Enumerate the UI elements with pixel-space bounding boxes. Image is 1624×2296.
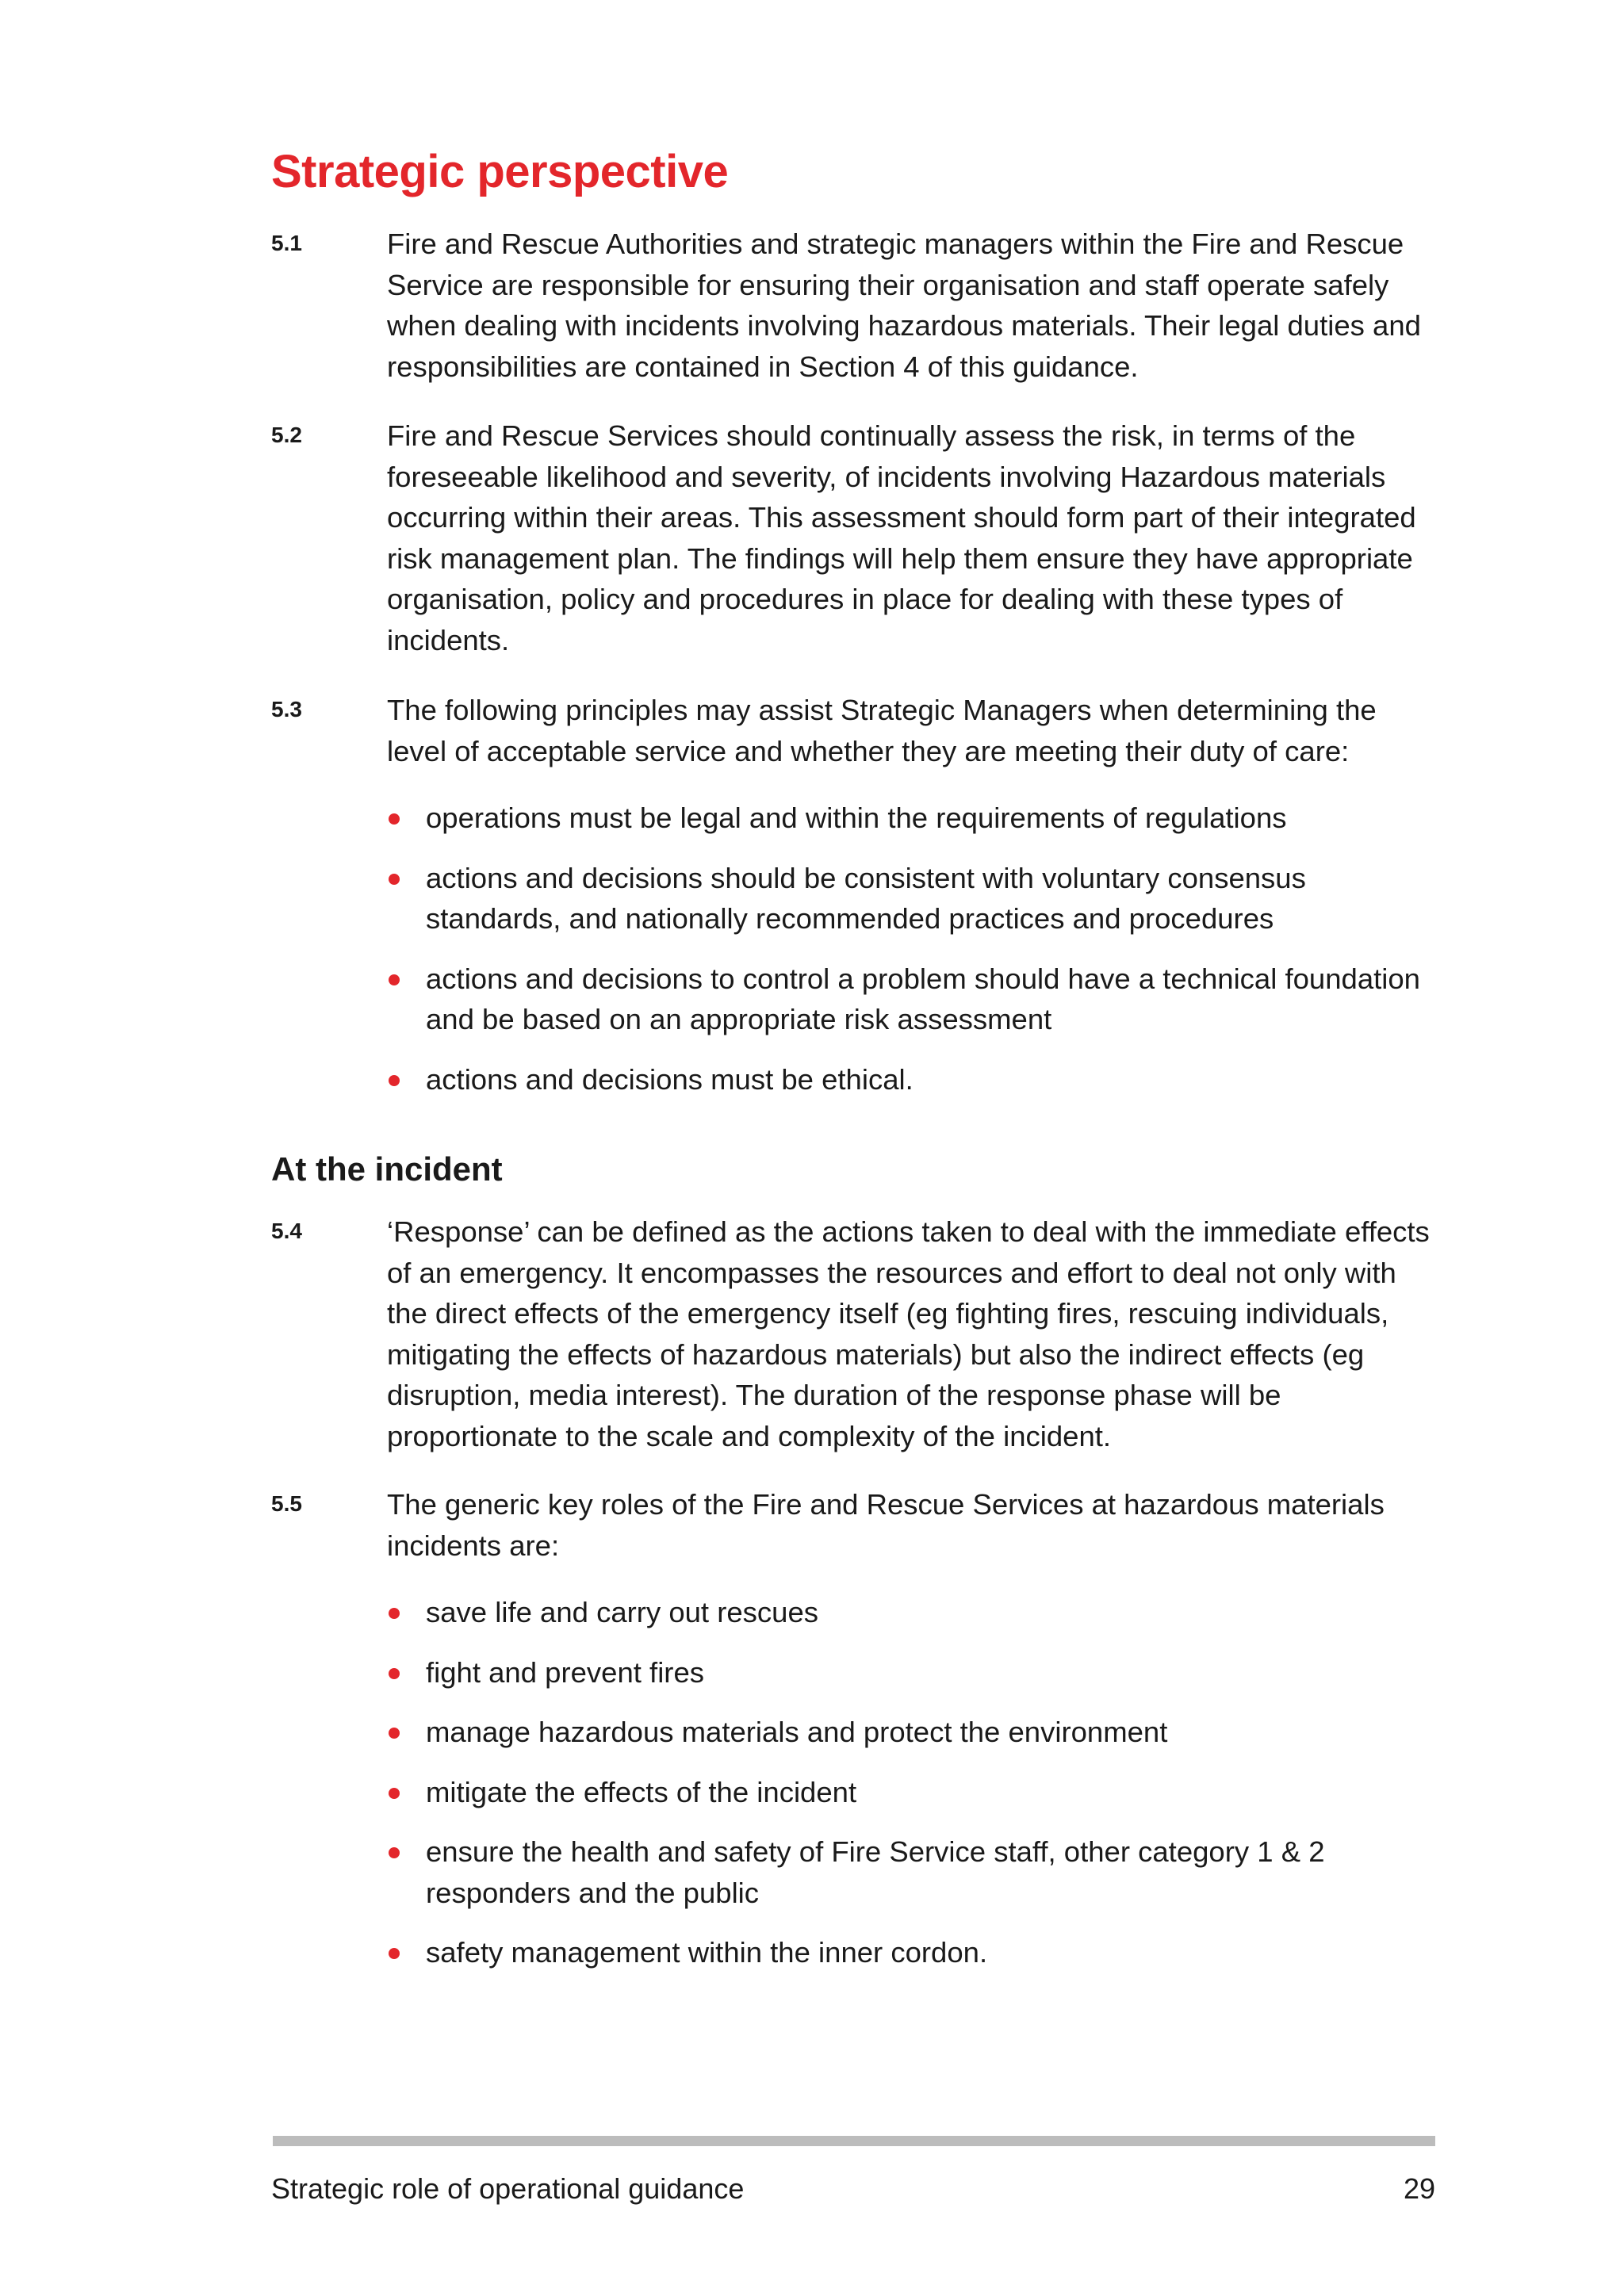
paragraph-number: 5.5 [271, 1491, 302, 1516]
footer-title: Strategic role of operational guidance [271, 2172, 745, 2205]
paragraph-number: 5.2 [271, 423, 302, 447]
paragraph-text: ‘Response’ can be defined as the actions taken to deal with the immediate effects of an emergency. It encompasses the resources and effort to deal not only with the direct effects of the emergency itself (eg fighting fires, rescuing individuals, mitigating the effects of hazardous materials) but also the indirect effects (eg disruption, media interest). The duration of the response phase will be proportionate to the scale and complexity of the incident. [387, 1215, 1430, 1452]
bullet-dot-icon [389, 974, 400, 985]
bullet-dot-icon [389, 1075, 400, 1086]
subheading-at-the-incident: At the incident [271, 1150, 503, 1188]
bullet-dot-icon [389, 874, 400, 885]
list-item: fight and prevent fires [387, 1652, 1437, 1693]
page-number: 29 [1403, 2172, 1435, 2205]
paragraph-number: 5.1 [271, 231, 302, 255]
bullet-dot-icon [389, 813, 400, 825]
bullet-dot-icon [389, 1948, 400, 1959]
paragraph-text: The following principles may assist Strategic Managers when determining the level of acceptable service and whether they are meeting their duty of care: [387, 694, 1377, 767]
list-item: save life and carry out rescues [387, 1592, 1437, 1633]
paragraph-number: 5.3 [271, 697, 302, 721]
list-item: actions and decisions must be ethical. [387, 1059, 1437, 1100]
list-item: safety management within the inner cordon. [387, 1932, 1437, 1973]
key-roles-list [387, 1592, 1437, 1992]
list-item: manage hazardous materials and protect the environment [387, 1712, 1437, 1753]
paragraph-text: Fire and Rescue Authorities and strategic managers within the Fire and Rescue Service are responsible for ensuring their organisation and staff operate safely when dealing with incidents involving hazardous materials. Their legal duties and responsibilities are contained in Section 4 of this guidance. [387, 228, 1421, 383]
footer-divider [273, 2136, 1435, 2146]
bullet-dot-icon [389, 1788, 400, 1799]
list-item: ensure the health and safety of Fire Service staff, other category 1 & 2 responders and the public [387, 1831, 1437, 1913]
bullet-dot-icon [389, 1668, 400, 1679]
paragraph-number: 5.4 [271, 1219, 302, 1243]
bullet-dot-icon [389, 1608, 400, 1619]
list-item: operations must be legal and within the requirements of regulations [387, 798, 1437, 839]
bullet-dot-icon [389, 1728, 400, 1739]
list-item: mitigate the effects of the incident [387, 1772, 1437, 1813]
paragraph-text: Fire and Rescue Services should continually assess the risk, in terms of the foreseeable likelihood and severity, of incidents involving Hazardous materials occurring within their areas. This assessment should form part of their integrated risk management plan. The findings will help them ensure they have appropriate organisation, policy and procedures in place for dealing with these types of incidents. [387, 419, 1416, 656]
paragraph-text: The generic key roles of the Fire and Rescue Services at hazardous materials incidents are: [387, 1488, 1385, 1562]
list-item: actions and decisions should be consistent with voluntary consensus standards, and nationally recommended practices and procedures [387, 858, 1437, 939]
bullet-dot-icon [389, 1847, 400, 1858]
section-title: Strategic perspective [271, 146, 729, 197]
principles-list [387, 798, 1437, 1119]
list-item: actions and decisions to control a problem should have a technical foundation and be based on an appropriate risk assessment [387, 959, 1437, 1040]
